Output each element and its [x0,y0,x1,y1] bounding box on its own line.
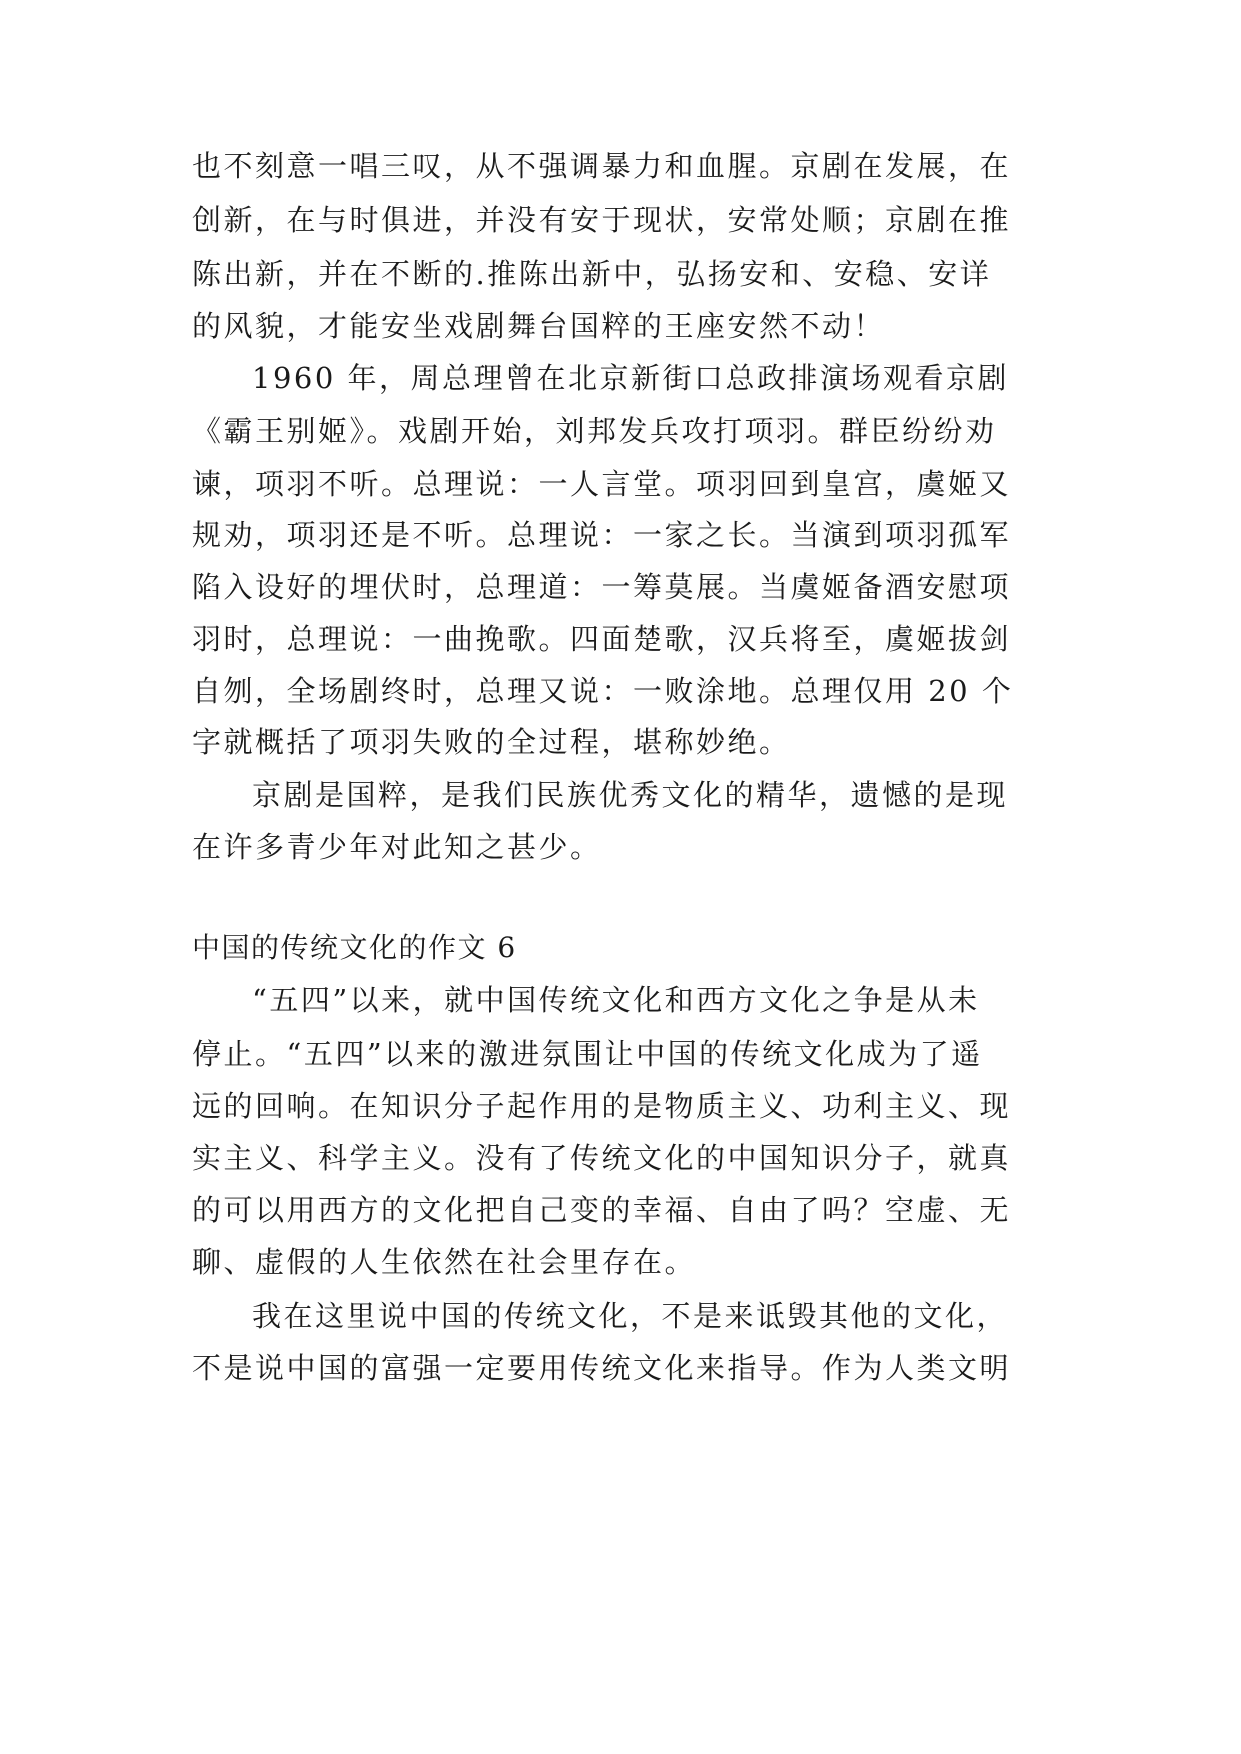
text-line: 远的回响。在知识分子起作用的是物质主义、功利主义、现 [192,1089,1012,1123]
text-line: 在许多青少年对此知之甚少。 [192,830,602,864]
text-line: 《霸王别姬》。戏剧开始，刘邦发兵攻打项羽。群臣纷纷劝 [192,414,997,448]
text-line: 字就概括了项羽失败的全过程，堪称妙绝。 [192,725,791,759]
text-line: 的风貌，才能安坐戏剧舞台国粹的王座安然不动！ [192,309,886,343]
text-line: 自刎，全场剧终时，总理又说：一败涂地。总理仅用 20 个 [192,674,1014,708]
text-line: 规劝，项羽还是不听。总理说：一家之长。当演到项羽孤军 [192,518,1012,552]
text-line: 陷入设好的埋伏时，总理道：一筹莫展。当虞姬备酒安慰项 [192,570,1012,604]
document-page [192,0,1052,1754]
text-line: “五四”以来，就中国传统文化和西方文化之争是从未 [252,983,980,1017]
text-line: 创新，在与时俱进，并没有安于现状，安常处顺；京剧在推 [192,203,1012,237]
text-line: 羽时，总理说：一曲挽歌。四面楚歌，汉兵将至，虞姬拔剑 [192,622,1012,656]
text-line: 京剧是国粹，是我们民族优秀文化的精华，遗憾的是现 [252,778,1009,812]
text-line: 也不刻意一唱三叹，从不强调暴力和血腥。京剧在发展，在 [192,149,1012,183]
section-heading: 中国的传统文化的作文 6 [192,931,517,964]
text-line: 1960 年，周总理曾在北京新街口总政排演场观看京剧 [252,361,1010,395]
text-line: 停止。“五四”以来的激进氛围让中国的传统文化成为了遥 [192,1037,983,1071]
text-line: 陈出新，并在不断的.推陈出新中，弘扬安和、安稳、安详 [192,257,992,291]
text-line: 不是说中国的富强一定要用传统文化来指导。作为人类文明 [192,1351,1012,1385]
text-line: 实主义、科学主义。没有了传统文化的中国知识分子，就真 [192,1141,1012,1175]
text-line: 聊、虚假的人生依然在社会里存在。 [192,1245,697,1279]
text-line: 谏，项羽不听。总理说：一人言堂。项羽回到皇宫，虞姬又 [192,467,1012,501]
text-line: 的可以用西方的文化把自己变的幸福、自由了吗？空虚、无 [192,1193,1012,1227]
text-line: 我在这里说中国的传统文化，不是来诋毁其他的文化， [252,1299,1009,1333]
